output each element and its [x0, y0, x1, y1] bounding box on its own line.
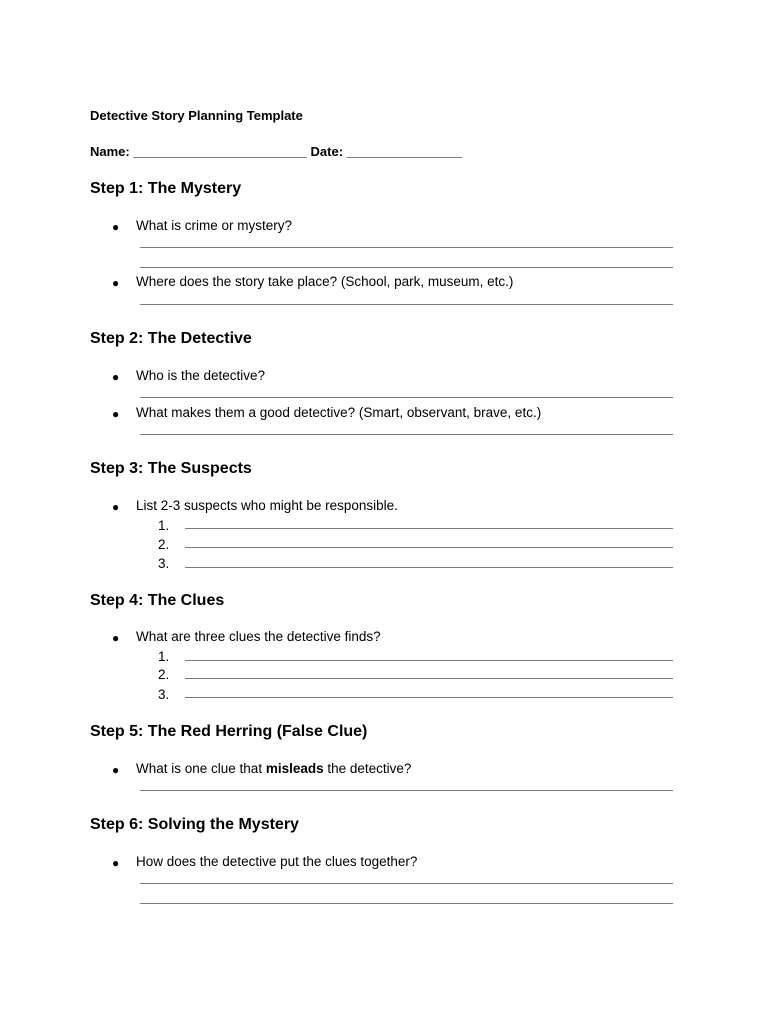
step-6-question-1: How does the detective put the clues together?: [136, 854, 418, 869]
answer-line[interactable]: [185, 567, 673, 568]
step-2-question-2: What makes them a good detective? (Smart, observant, brave, etc.): [136, 405, 542, 420]
bullet-icon: ●: [112, 631, 120, 645]
date-label: Date:: [310, 144, 344, 159]
answer-line[interactable]: [140, 304, 673, 305]
step-6-heading: Step 6: Solving the Mystery: [90, 816, 299, 833]
step-1-question-2: Where does the story take place? (School, park, museum, etc.): [136, 274, 514, 289]
list-number: 1.: [158, 518, 170, 533]
name-blank: ________________________: [133, 144, 307, 159]
answer-line[interactable]: [140, 790, 673, 791]
step-5-question-1: [136, 761, 411, 776]
answer-line[interactable]: [185, 547, 673, 548]
step-3-heading: Step 3: The Suspects: [90, 460, 252, 477]
document-title: Detective Story Planning Template: [90, 108, 303, 123]
step-1-question-1: What is crime or mystery?: [136, 218, 293, 233]
answer-line[interactable]: [140, 883, 673, 884]
answer-line[interactable]: [185, 678, 673, 679]
date-blank: ________________: [346, 144, 463, 159]
answer-line[interactable]: [185, 528, 673, 529]
answer-line[interactable]: [185, 697, 673, 698]
bullet-icon: ●: [112, 407, 120, 421]
step-4-heading: Step 4: The Clues: [90, 592, 225, 609]
question-emphasis: misleads: [265, 761, 324, 776]
step-4-question-1: What are three clues the detective finds?: [136, 629, 381, 644]
list-number: 3.: [158, 687, 170, 702]
answer-line[interactable]: [140, 434, 673, 435]
list-number: 2.: [158, 537, 170, 552]
step-2-heading: Step 2: The Detective: [90, 330, 252, 347]
answer-line[interactable]: [185, 660, 673, 661]
list-number: 3.: [158, 556, 170, 571]
name-date-line: [90, 144, 462, 159]
answer-line[interactable]: [140, 903, 673, 904]
bullet-icon: ●: [112, 500, 120, 514]
answer-line[interactable]: [140, 397, 673, 398]
question-text-after: the detective?: [323, 761, 412, 776]
step-2-question-1: Who is the detective?: [136, 368, 266, 383]
bullet-icon: ●: [112, 370, 120, 384]
bullet-icon: ●: [112, 763, 120, 777]
step-3-question-1: List 2-3 suspects who might be responsible.: [136, 498, 398, 513]
list-number: 2.: [158, 667, 170, 682]
name-label: Name:: [90, 144, 130, 159]
step-5-heading: Step 5: The Red Herring (False Clue): [90, 723, 368, 740]
bullet-icon: ●: [112, 856, 120, 870]
list-number: 1.: [158, 649, 170, 664]
answer-line[interactable]: [140, 247, 673, 248]
step-1-heading: Step 1: The Mystery: [90, 180, 242, 197]
answer-line[interactable]: [140, 267, 673, 268]
bullet-icon: ●: [112, 220, 120, 234]
bullet-icon: ●: [112, 276, 120, 290]
question-text-before: What is one clue that: [136, 761, 266, 776]
